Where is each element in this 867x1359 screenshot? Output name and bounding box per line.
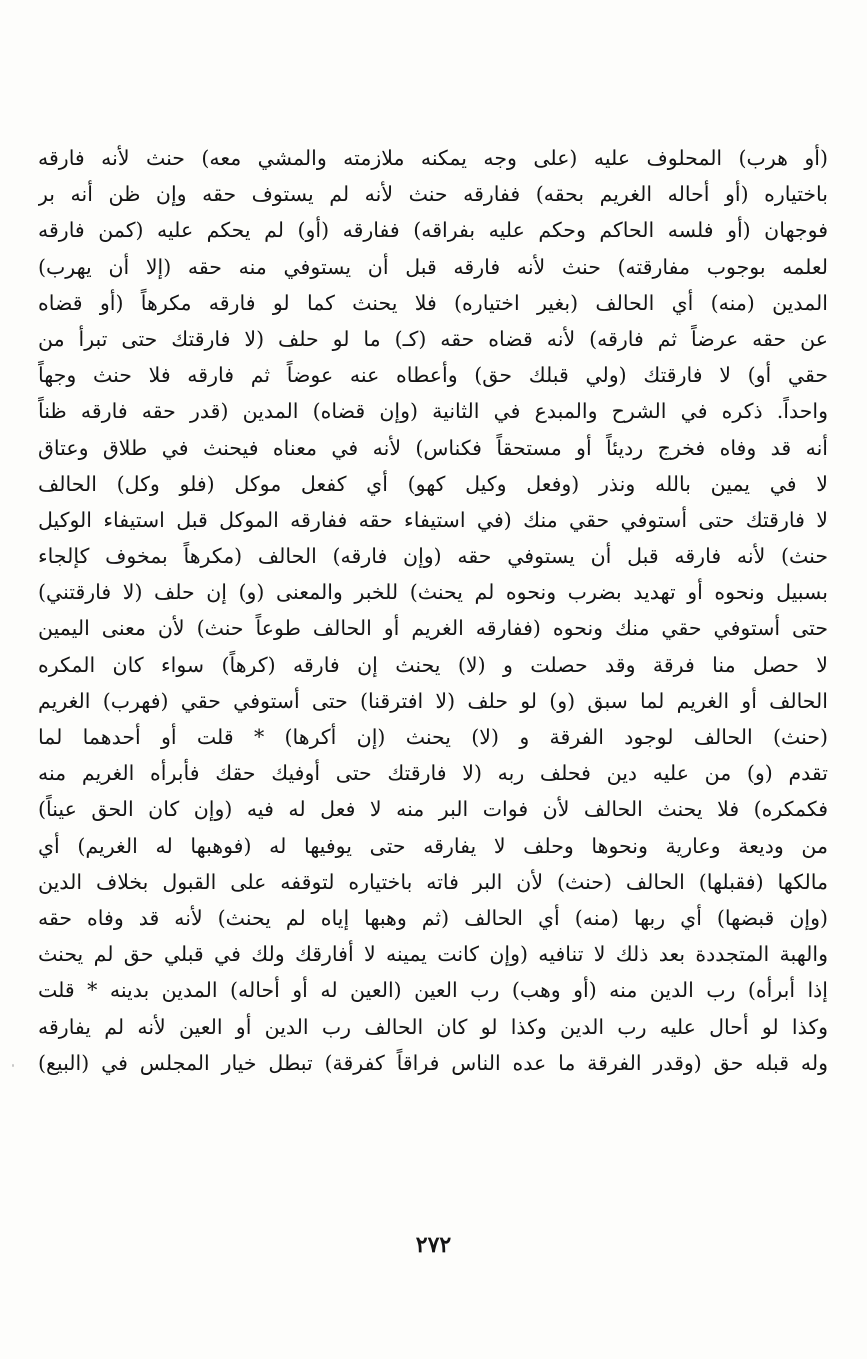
text-line: من وديعة وعارية ونحوها وحلف لا يفارقه حتى يوفيها له (فوهبها له الغريم) أي	[38, 833, 828, 858]
text-line: حقي أو) لا فارقتك (ولي قبلك حق) وأعطاه عنه عوضاً ثم فارقه فلا حنث وجهاً	[38, 363, 828, 388]
text-line: فكمكره) فلا يحنث الحالف لأن فوات البر منه لا فعل له فيه (وإن كان الحق عيناً)	[38, 797, 828, 822]
body-text	[38, 140, 828, 1081]
text-line: وكذا لو أحال عليه رب الدين وكذا لو كان الحالف رب الدين أو العين لأنه لم يفارقه	[38, 1014, 828, 1039]
text-line: (أو هرب) المحلوف عليه (على وجه يمكنه ملازمته والمشي معه) حنث لأنه فارقه	[38, 146, 828, 170]
text-line: واحداً. ذكره في الشرح والمبدع في الثانية (وإن قضاه) المدين (قدر حقه فارقه ظناً	[38, 399, 828, 424]
text-line: فوجهان (أو فلسه الحاكم وحكم عليه بفراقه) ففارقه (أو) لم يحكم عليه (كمن فارقه	[38, 218, 828, 243]
text-line: باختياره (أو أحاله الغريم بحقه) ففارقه حنث لأنه لم يستوف حقه وإن ظن أنه بر	[38, 182, 828, 207]
text-line: وله قبله حق (وقدر الفرقة ما عده الناس فراقاً كفرقة) تبطل خيار المجلس في (البيع)	[38, 1050, 828, 1075]
scan-speck	[12, 1064, 14, 1067]
text-line: لا في يمين بالله ونذر (وفعل وكيل كهو) أي كفعل موكل (فلو وكل) الحالف	[38, 471, 828, 496]
text-line: (حنث) الحالف لوجود الفرقة و (لا) يحنث (إن أكرها) * قلت أو أحدهما لما	[38, 725, 828, 749]
text-line: مالكها (فقبلها) الحالف (حنث) لأن البر فاته باختياره لتوقفه على القبول بخلاف الدين	[38, 869, 828, 894]
text-line: أنه قد وفاه فخرج رديئاً أو مستحقاً فكناس) لأنه في معناه فيحنث في طلاق وعتاق	[38, 435, 828, 460]
text-line: لعلمه بوجوب مفارقته) حنث لأنه فارقه قبل أن يستوفي منه حقه (إلا أن يهرب)	[38, 254, 828, 279]
text-line: بسبيل ونحوه أو تهديد بضرب ونحوه لم يحنث) للخبر والمعنى (و) إن حلف (لا فارقتني)	[38, 580, 828, 605]
page-number: ٢٧٢	[415, 1232, 452, 1258]
text-line: المدين (منه) أي الحالف (بغير اختياره) فلا يحنث كما لو فارقه مكرهاً (أو قضاه	[38, 290, 828, 315]
text-line: إذا أبرأه) رب الدين منه (أو وهب) رب العين (العين له أو أحاله) المدين بدينه * قلت	[38, 978, 828, 1003]
text-line: (وإن قبضها) أي ربها (منه) أي الحالف (ثم وهبها إياه لم يحنث) لأنه قد وفاه حقه	[38, 905, 828, 930]
text-line: والهبة المتجددة بعد ذلك لا تنافيه (وإن كانت يمينه لا أفارقك ولك في قبلي حق لم يحنث	[38, 942, 828, 967]
text-line: عن حقه عرضاً ثم فارقه) لأنه قضاه حقه (كـ) ما لو حلف (لا فارقتك حتى تبرأ من	[38, 326, 828, 351]
text-line: حتى أستوفي حقي منك ونحوه (ففارقه الغريم أو الحالف طوعاً حنث) لأن معنى اليمين	[38, 616, 828, 641]
text-line: لا فارقتك حتى أستوفي حقي منك (في استيفاء حقه ففارقه الموكل قبل استيفاء الوكيل	[38, 507, 828, 532]
text-line: حنث) لأنه فارقه قبل أن يستوفي حقه (وإن فارقه) الحالف (مكرهاً بمخوف كإلجاء	[38, 544, 828, 569]
text-line: الحالف أو الغريم لما سبق (و) لو حلف (لا افترقنا) حتى أستوفي حقي (فهرب) الغريم	[38, 688, 828, 713]
text-line: لا حصل منا فرقة وقد حصلت و (لا) يحنث إن فارقه (كرهاً) سواء كان المكره	[38, 652, 828, 677]
text-line: تقدم (و) من عليه دين فحلف ربه (لا فارقتك حتى أوفيك حقك فأبرأه الغريم منه	[38, 761, 828, 786]
